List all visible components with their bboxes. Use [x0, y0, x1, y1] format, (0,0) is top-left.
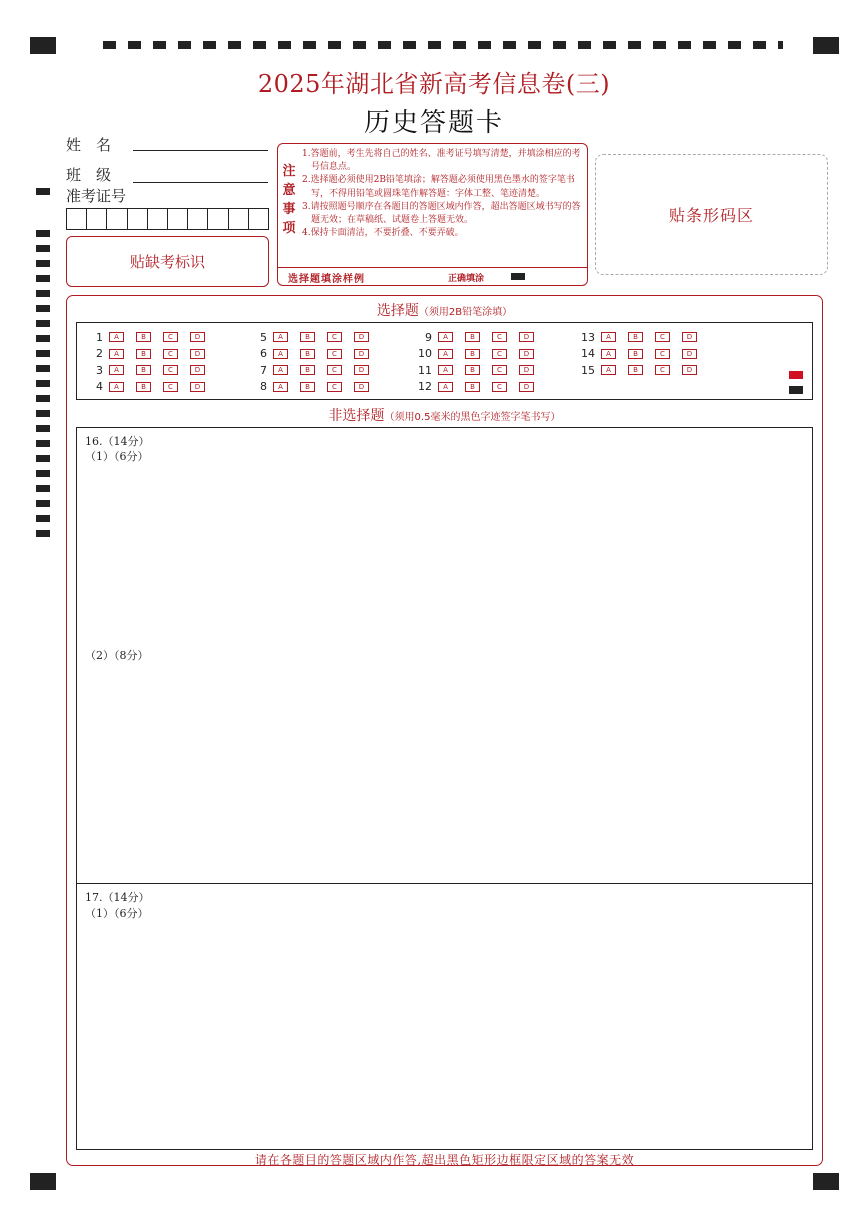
option-bubble-3-a[interactable]: A: [109, 365, 124, 375]
correct-fill-label: 正确填涂: [448, 274, 485, 284]
side-timing-mark: [36, 425, 50, 432]
question-number: 14: [581, 347, 595, 360]
question-number: 13: [581, 330, 595, 344]
class-label: 班 级: [66, 166, 112, 184]
option-bubble-10-c[interactable]: C: [492, 349, 507, 359]
option-bubble-3-c[interactable]: C: [163, 365, 178, 375]
option-bubble-5-d[interactable]: D: [354, 332, 369, 342]
option-bubble-12-c[interactable]: C: [492, 382, 507, 392]
nonchoice-hint: （须用0.5毫米的黑色字迹签字笔书写）: [384, 412, 561, 423]
option-bubble-3-d[interactable]: D: [190, 365, 205, 375]
option-bubble-15-b[interactable]: B: [628, 365, 643, 375]
question-number: 4: [96, 380, 103, 393]
answer-area[interactable]: [76, 427, 813, 1150]
side-timing-mark: [36, 440, 50, 447]
option-bubble-6-d[interactable]: D: [354, 349, 369, 359]
corner-mark-bottom-right: [813, 1173, 839, 1190]
question-number: 12: [418, 380, 432, 393]
question-row-9: [412, 331, 546, 343]
option-bubble-1-a[interactable]: A: [109, 332, 124, 342]
option-bubble-2-c[interactable]: C: [163, 349, 178, 359]
notice-heading-char: 意: [282, 183, 296, 198]
side-timing-mark: [36, 320, 50, 327]
option-bubble-7-b[interactable]: B: [300, 365, 315, 375]
correct-fill-swatch: [511, 273, 525, 280]
question-row-6: [247, 348, 381, 360]
option-bubble-12-a[interactable]: A: [438, 382, 453, 392]
notice-item: 3.请按照题号顺序在各题目的答题区域内作答，超出答题区域书写的答题无效；在草稿纸、试题卷上答题无效。: [302, 201, 581, 226]
side-timing-mark: [36, 275, 50, 282]
option-bubble-13-a[interactable]: A: [601, 332, 616, 342]
question-row-10: [412, 348, 546, 360]
option-bubble-5-b[interactable]: B: [300, 332, 315, 342]
notice-heading: [280, 162, 298, 238]
option-bubble-14-b[interactable]: B: [628, 349, 643, 359]
side-timing-mark: [36, 470, 50, 477]
notice-item: 4.保持卡面清洁，不要折叠、不要弄破。: [302, 228, 464, 239]
absent-sticker-area: 贴缺考标识: [66, 236, 269, 287]
option-bubble-5-c[interactable]: C: [327, 332, 342, 342]
option-bubble-14-d[interactable]: D: [682, 349, 697, 359]
option-bubble-9-c[interactable]: C: [492, 332, 507, 342]
question-number: 1: [96, 330, 103, 344]
side-timing-mark: [36, 230, 50, 237]
nonchoice-title: 非选择题: [328, 408, 385, 424]
option-bubble-15-c[interactable]: C: [655, 365, 670, 375]
side-timing-mark: [36, 305, 50, 312]
side-timing-mark: [36, 188, 50, 195]
option-bubble-7-d[interactable]: D: [354, 365, 369, 375]
corner-mark-top-left: [30, 37, 56, 54]
option-bubble-9-a[interactable]: A: [438, 332, 453, 342]
question-row-3: [83, 364, 217, 376]
option-bubble-2-d[interactable]: D: [190, 349, 205, 359]
notice-heading-char: 事: [282, 202, 296, 217]
option-bubble-3-b[interactable]: B: [136, 365, 151, 375]
exam-id-cell[interactable]: [168, 209, 188, 229]
black-mark-swatch: [789, 386, 803, 394]
red-mark-swatch: [789, 371, 803, 379]
question-number: 10: [418, 347, 432, 360]
answer-divider: [77, 883, 812, 884]
class-field[interactable]: [133, 182, 268, 183]
option-bubble-7-a[interactable]: A: [273, 365, 288, 375]
option-bubble-14-c[interactable]: C: [655, 349, 670, 359]
exam-id-grid[interactable]: [66, 208, 269, 230]
nonchoice-section-title: [66, 405, 823, 425]
name-field[interactable]: [133, 150, 268, 151]
notice-items: [302, 148, 585, 240]
option-bubble-10-d[interactable]: D: [519, 349, 534, 359]
question-number: 3: [96, 363, 103, 377]
page-subtitle: 历史答题卡: [363, 108, 504, 138]
option-bubble-10-a[interactable]: A: [438, 349, 453, 359]
option-bubble-4-c[interactable]: C: [163, 382, 178, 392]
option-bubble-11-c[interactable]: C: [492, 365, 507, 375]
option-bubble-8-b[interactable]: B: [300, 382, 315, 392]
option-bubble-4-d[interactable]: D: [190, 382, 205, 392]
option-bubble-11-d[interactable]: D: [519, 365, 534, 375]
option-bubble-4-a[interactable]: A: [109, 382, 124, 392]
option-bubble-1-d[interactable]: D: [190, 332, 205, 342]
option-bubble-6-c[interactable]: C: [327, 349, 342, 359]
side-timing-mark: [36, 515, 50, 522]
choice-grid: [76, 322, 813, 400]
option-bubble-15-d[interactable]: D: [682, 365, 697, 375]
side-timing-mark: [36, 410, 50, 417]
option-bubble-5-a[interactable]: A: [273, 332, 288, 342]
exam-id-cell[interactable]: [87, 209, 107, 229]
question-row-13: [575, 331, 709, 343]
option-bubble-13-b[interactable]: B: [628, 332, 643, 342]
footer-note: 请在各题目的答题区域内作答,超出黑色矩形边框限定区域的答案无效: [254, 1153, 635, 1167]
side-timing-mark: [36, 350, 50, 357]
option-bubble-1-b[interactable]: B: [136, 332, 151, 342]
option-bubble-7-c[interactable]: C: [327, 365, 342, 375]
option-bubble-12-b[interactable]: B: [465, 382, 480, 392]
option-bubble-2-a[interactable]: A: [109, 349, 124, 359]
question-row-2: [83, 348, 217, 360]
q16-label: 16.（14分）: [85, 435, 150, 448]
fill-sample-label: 选择题填涂样例: [288, 274, 365, 285]
question-row-14: [575, 348, 709, 360]
question-number: 11: [418, 363, 432, 377]
exam-id-cell[interactable]: [67, 209, 87, 229]
question-number: 15: [581, 363, 595, 377]
option-bubble-8-c[interactable]: C: [327, 382, 342, 392]
side-timing-mark: [36, 260, 50, 267]
fill-sample: [278, 267, 587, 285]
side-timing-mark: [36, 380, 50, 387]
option-bubble-11-b[interactable]: B: [465, 365, 480, 375]
exam-id-cell[interactable]: [229, 209, 249, 229]
side-timing-mark: [36, 500, 50, 507]
side-timing-mark: [36, 335, 50, 342]
exam-id-cell[interactable]: [148, 209, 168, 229]
choice-title: 选择题: [376, 303, 419, 319]
corner-mark-bottom-left: [30, 1173, 56, 1190]
q17-label: 17.（14分）: [85, 891, 150, 904]
option-bubble-8-d[interactable]: D: [354, 382, 369, 392]
option-bubble-4-b[interactable]: B: [136, 382, 151, 392]
notice-item: 1.答题前，考生先将自己的姓名、准考证号填写清楚，并填涂相应的考号信息点。: [302, 149, 581, 173]
exam-id-cell[interactable]: [128, 209, 148, 229]
notice-heading-char: 注: [282, 164, 296, 179]
question-row-11: [412, 364, 546, 376]
corner-mark-top-right: [813, 37, 839, 54]
question-number: 9: [425, 330, 432, 344]
question-row-5: [247, 331, 381, 343]
notice-heading-char: 项: [282, 221, 296, 236]
q16-part2-label: （2）（8分）: [85, 649, 149, 662]
question-row-4: [83, 381, 217, 393]
exam-id-label: 准考证号: [66, 187, 127, 205]
option-bubble-1-c[interactable]: C: [163, 332, 178, 342]
question-row-12: [412, 381, 546, 393]
exam-id-cell[interactable]: [208, 209, 228, 229]
q17-part1-label: （1）（6分）: [85, 907, 149, 920]
question-number: 6: [260, 347, 267, 360]
question-row-1: [83, 331, 217, 343]
side-timing-mark: [36, 395, 50, 402]
name-label: 姓 名: [66, 136, 112, 154]
side-timing-mark: [36, 530, 50, 537]
exam-id-cell[interactable]: [249, 209, 268, 229]
option-bubble-9-d[interactable]: D: [519, 332, 534, 342]
option-bubble-10-b[interactable]: B: [465, 349, 480, 359]
option-bubble-13-d[interactable]: D: [682, 332, 697, 342]
top-timing-track: [103, 41, 783, 49]
side-timing-mark: [36, 485, 50, 492]
option-bubble-2-b[interactable]: B: [136, 349, 151, 359]
barcode-area: 贴条形码区: [595, 154, 828, 275]
q16-part1-label: （1）（6分）: [85, 450, 149, 463]
option-bubble-13-c[interactable]: C: [655, 332, 670, 342]
question-row-7: [247, 364, 381, 376]
option-bubble-8-a[interactable]: A: [273, 382, 288, 392]
choice-hint: （须用2B铅笔涂填）: [418, 307, 513, 318]
side-timing-mark: [36, 455, 50, 462]
option-bubble-6-a[interactable]: A: [273, 349, 288, 359]
question-number: 2: [96, 347, 103, 360]
question-number: 8: [260, 380, 267, 393]
option-bubble-15-a[interactable]: A: [601, 365, 616, 375]
question-number: 5: [260, 330, 267, 344]
notice-panel: [277, 143, 588, 286]
question-row-15: [575, 364, 709, 376]
option-bubble-9-b[interactable]: B: [465, 332, 480, 342]
question-number: 7: [260, 363, 267, 377]
exam-id-cell[interactable]: [188, 209, 208, 229]
notice-item: 2.选择题必须使用2B铅笔填涂；解答题必须使用黑色墨水的签字笔书写，不得用铅笔或圆珠笔作解答题：字体工整、笔迹清楚。: [302, 175, 575, 199]
option-bubble-6-b[interactable]: B: [300, 349, 315, 359]
side-timing-mark: [36, 290, 50, 297]
side-timing-mark: [36, 245, 50, 252]
side-timing-mark: [36, 365, 50, 372]
option-bubble-11-a[interactable]: A: [438, 365, 453, 375]
option-bubble-12-d[interactable]: D: [519, 382, 534, 392]
option-bubble-14-a[interactable]: A: [601, 349, 616, 359]
exam-id-cell[interactable]: [107, 209, 127, 229]
choice-section-title: [66, 300, 823, 320]
question-row-8: [247, 381, 381, 393]
page-title: 2025年湖北省新高考信息卷(三): [257, 70, 611, 98]
